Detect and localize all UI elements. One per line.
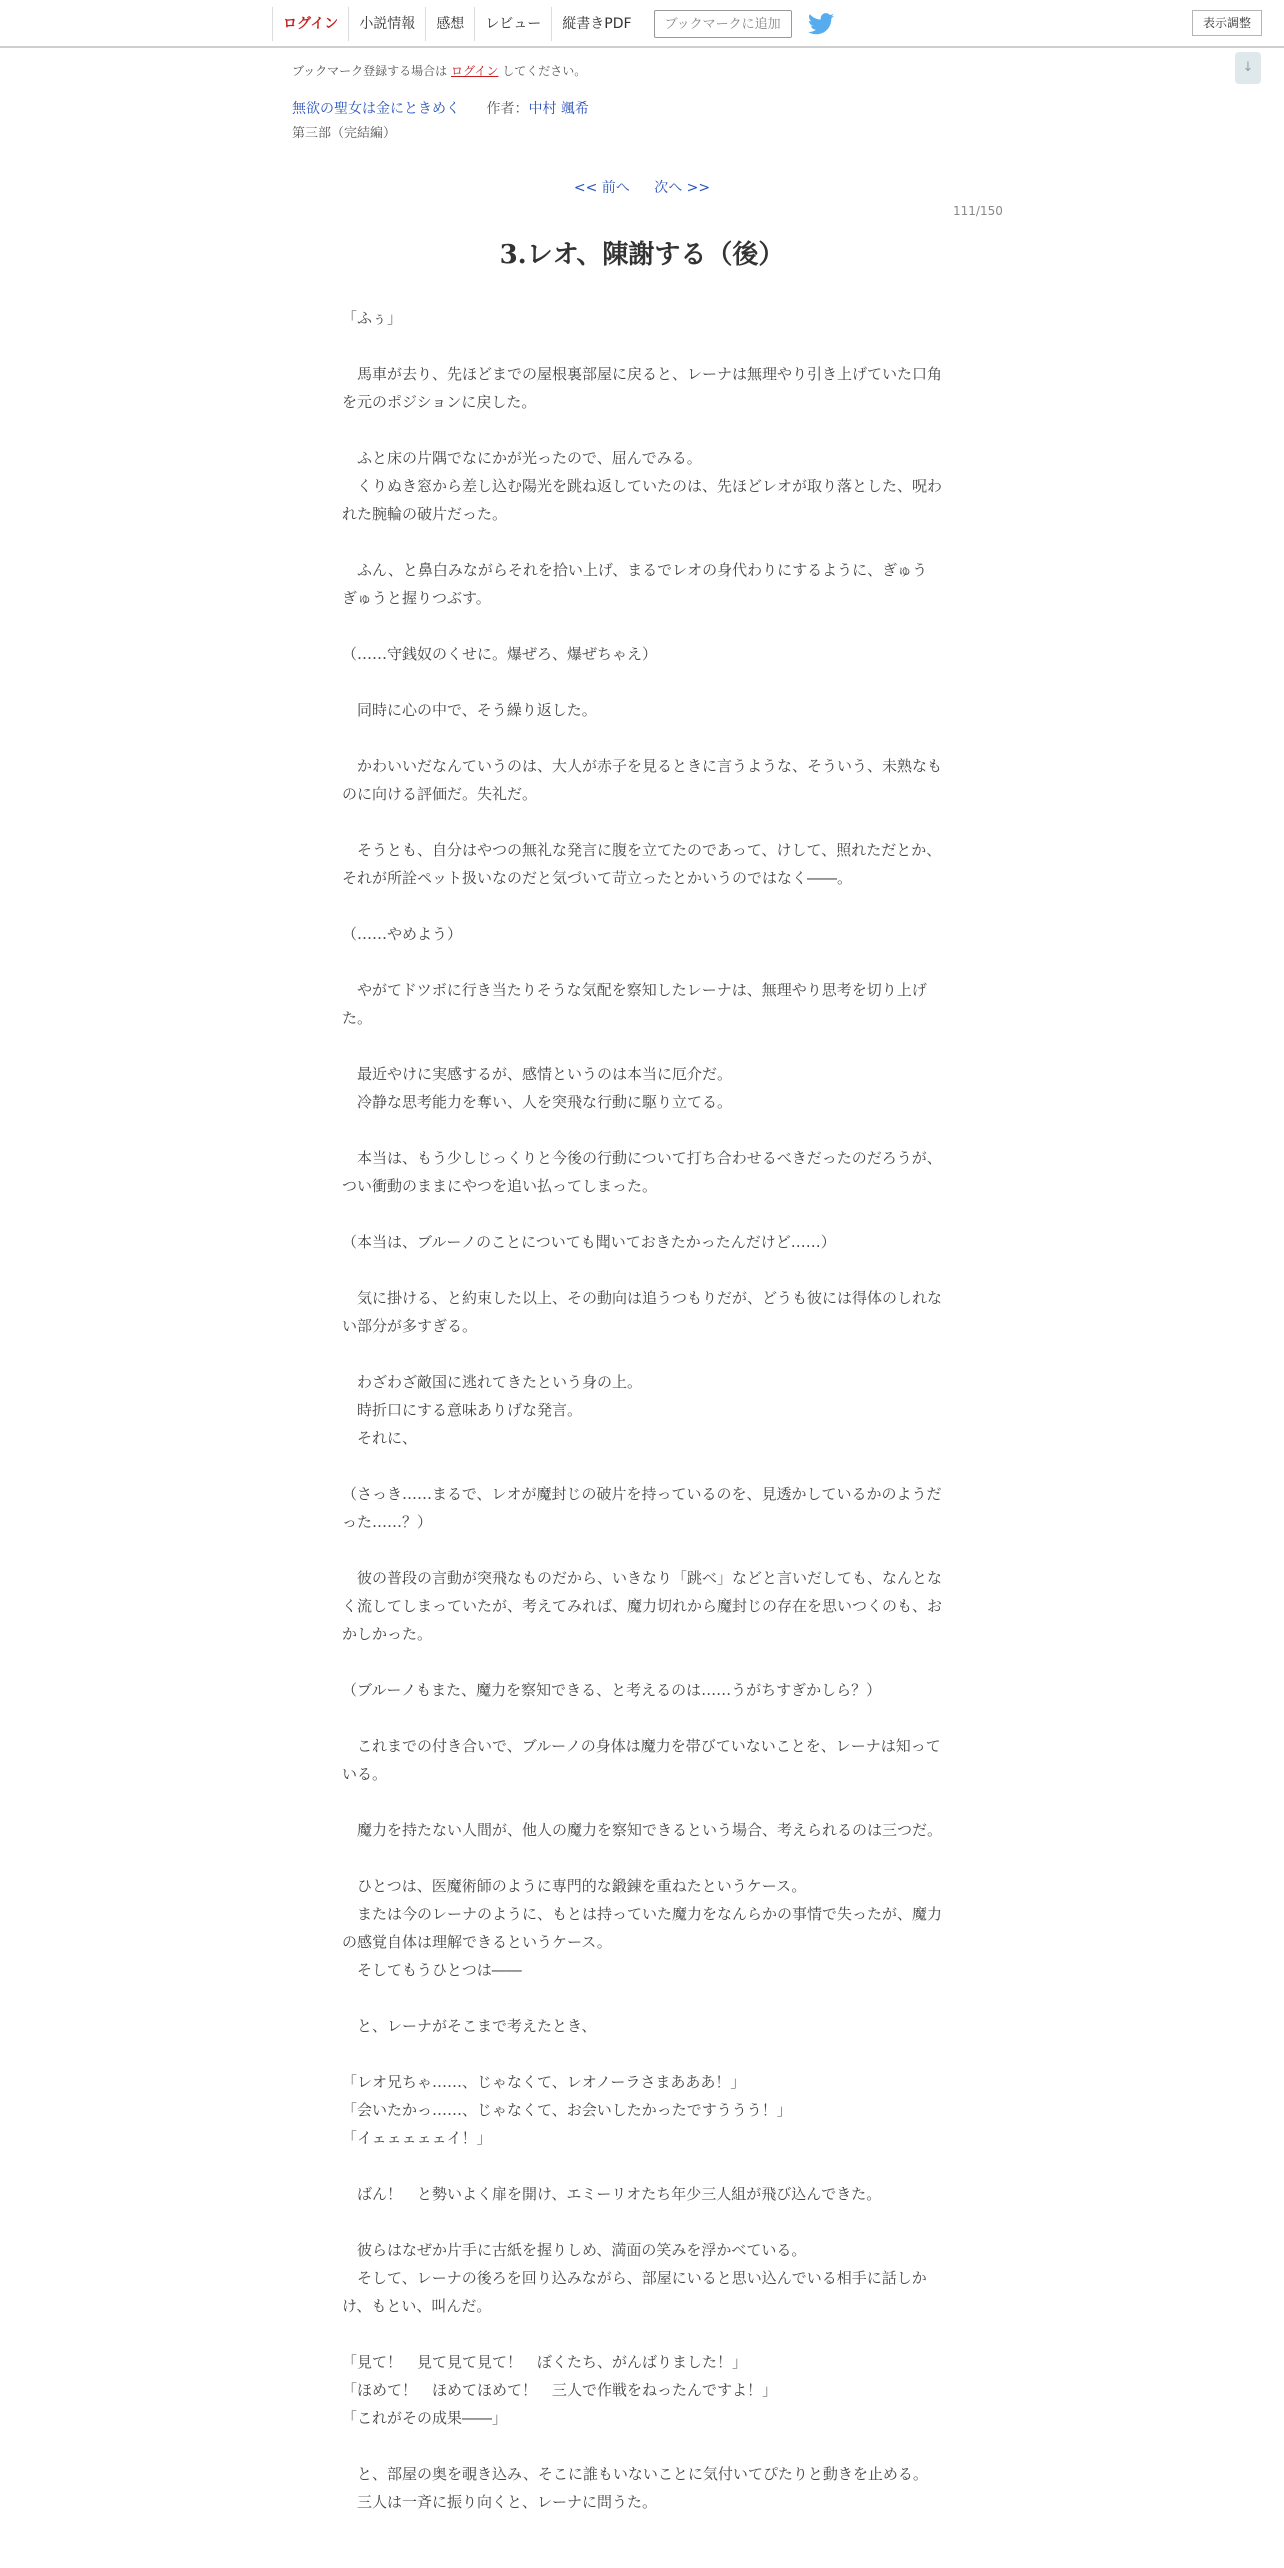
- paragraph-gap: [342, 528, 942, 556]
- paragraph: そして、レーナの後ろを回り込みながら、部屋にいると思い込んでいる相手に話しかけ、もとい、叫んだ。: [342, 2269, 927, 2315]
- episode-title: 3.レオ、陳謝する（後）: [499, 240, 785, 270]
- paragraph-gap: [342, 2432, 942, 2460]
- paragraph: やがてドツボに行き当たりそうな気配を察知したレーナは、無理やり思考を切り上げた。: [342, 981, 927, 1027]
- paragraph: 彼らはなぜか片手に古紙を握りしめ、満面の笑みを浮かべている。: [342, 2241, 807, 2259]
- paragraph: ばん！ と勢いよく扉を開け、エミーリオたち年少三人組が飛び込んできた。: [342, 2185, 882, 2203]
- paragraph-gap: [342, 1844, 942, 1872]
- nav-impressions[interactable]: 感想: [425, 7, 474, 41]
- add-bookmark-button[interactable]: ブックマークに追加: [654, 10, 792, 38]
- paragraph: わざわざ敵国に逃れてきたという身の上。: [342, 1373, 643, 1391]
- paragraph: 冷静な思考能力を奪い、人を突飛な行動に駆り立てる。: [342, 1093, 733, 1111]
- paragraph-gap: [342, 808, 942, 836]
- paragraph-gap: [342, 668, 942, 696]
- paragraph-gap: [342, 892, 942, 920]
- chapter-label: 第三部（完結編）: [292, 126, 397, 141]
- page-count: 111/150: [953, 204, 1003, 218]
- paragraph-gap: [342, 724, 942, 752]
- paragraph: そしてもうひとつは――: [342, 1961, 522, 1979]
- paragraph: と、レーナがそこまで考えたとき、: [342, 2017, 597, 2035]
- bookmark-login-link[interactable]: ログイン: [451, 64, 499, 78]
- display-settings-button[interactable]: 表示調整: [1192, 10, 1262, 36]
- paragraph: これまでの付き合いで、ブルーノの身体は魔力を帯びていないことを、レーナは知っている。: [342, 1737, 941, 1783]
- paragraph-gap: [342, 948, 942, 976]
- scroll-down-button[interactable]: ↓: [1235, 52, 1261, 84]
- paragraph: 気に掛ける、と約束した以上、その動向は追うつもりだが、どうも彼には得体のしれない部分が多すぎる。: [342, 1289, 943, 1335]
- paragraph-gap: [342, 1788, 942, 1816]
- paragraph-gap: [342, 2152, 942, 2180]
- paragraph: 「会いたかっ……、じゃなくて、お会いしたかったですううう！」: [342, 2101, 792, 2119]
- paragraph: 「イェェェェェイ！」: [342, 2129, 492, 2147]
- next-page-link[interactable]: 次へ >>: [654, 180, 711, 196]
- nav-novel-info[interactable]: 小説情報: [348, 7, 425, 41]
- top-header: [0, 0, 1284, 48]
- paragraph: 魔力を持たない人間が、他人の魔力を察知できるという場合、考えられるのは三つだ。: [342, 1821, 943, 1839]
- paragraph-gap: [342, 2320, 942, 2348]
- paragraph-gap: [342, 1340, 942, 1368]
- nav-vertical-pdf[interactable]: 縦書きPDF: [551, 7, 641, 41]
- nav-review[interactable]: レビュー: [474, 7, 551, 41]
- paragraph: 本当は、もう少しじっくりと今後の行動について打ち合わせるべきだったのだろうが、つい衝動のままにやつを追い払ってしまった。: [342, 1149, 942, 1195]
- paragraph-gap: [342, 1452, 942, 1480]
- bookmark-note-after: してください。: [502, 64, 587, 78]
- paragraph: 三人は一斉に振り向くと、レーナに問うた。: [342, 2493, 658, 2511]
- episode-body: [342, 304, 942, 2516]
- paragraph-gap: [342, 1256, 942, 1284]
- paragraph: 「ふぅ」: [342, 309, 403, 327]
- nav-login[interactable]: ログイン: [272, 7, 348, 41]
- pager: [0, 177, 1284, 197]
- paragraph: または今のレーナのように、もとは持っていた魔力をなんらかの事情で失ったが、魔力の感覚自体は理解できるというケース。: [342, 1905, 943, 1951]
- paragraph: ひとつは、医魔術師のように専門的な鍛錬を重ねたというケース。: [342, 1877, 807, 1895]
- paragraph: そうとも、自分はやつの無礼な発言に腹を立てたのであって、けして、照れただとか、それが所詮ペット扱いなのだと気づいて苛立ったとかいうのではなく――。: [342, 841, 942, 887]
- paragraph: 最近やけに実感するが、感情というのは本当に厄介だ。: [342, 1065, 733, 1083]
- paragraph: （さっき……まるで、レオが魔封じの破片を持っているのを、見透かしているかのようだった……？）: [342, 1485, 942, 1531]
- paragraph: 「これがその成果――」: [342, 2409, 508, 2427]
- paragraph-gap: [342, 612, 942, 640]
- author-label: 作者：: [486, 101, 529, 117]
- paragraph-gap: [342, 1984, 942, 2012]
- prev-page-link[interactable]: << 前へ: [573, 180, 630, 196]
- twitter-icon[interactable]: [808, 13, 834, 35]
- paragraph-gap: [342, 2208, 942, 2236]
- paragraph-gap: [342, 1200, 942, 1228]
- paragraph: 「レオ兄ちゃ……、じゃなくて、レオノーラさまあああ！」: [342, 2073, 746, 2091]
- paragraph: くりぬき窓から差し込む陽光を跳ね返していたのは、先ほどレオが取り落とした、呪われた腕輪の破片だった。: [342, 477, 943, 523]
- top-nav: [272, 7, 834, 41]
- paragraph-gap: [342, 2040, 942, 2068]
- paragraph: 馬車が去り、先ほどまでの屋根裏部屋に戻ると、レーナは無理やり引き上げていた口角を元のポジションに戻した。: [342, 365, 943, 411]
- series-info: [292, 98, 589, 118]
- paragraph: （……守銭奴のくせに。爆ぜろ、爆ぜちゃえ）: [342, 645, 658, 663]
- paragraph: （ブルーノもまた、魔力を察知できる、と考えるのは……うがちすぎかしら？）: [342, 1681, 882, 1699]
- paragraph-gap: [342, 1704, 942, 1732]
- paragraph: ふん、と鼻白みながらそれを拾い上げ、まるでレオの身代わりにするように、ぎゅうぎゅうと握りつぶす。: [342, 561, 928, 607]
- paragraph: それに、: [342, 1429, 418, 1447]
- paragraph-gap: [342, 1032, 942, 1060]
- paragraph: と、部屋の奥を覗き込み、そこに誰もいないことに気付いてぴたりと動きを止める。: [342, 2465, 928, 2483]
- bookmark-login-note: [292, 62, 586, 79]
- paragraph-gap: [342, 1536, 942, 1564]
- paragraph: ふと床の片隅でなにかが光ったので、屈んでみる。: [342, 449, 702, 467]
- paragraph: 時折口にする意味ありげな発言。: [342, 1401, 583, 1419]
- paragraph: 彼の普段の言動が突飛なものだから、いきなり「跳べ」などと言いだしても、なんとなく流してしまっていたが、考えてみれば、魔力切れから魔封じの存在を思いつくのも、おかしかった。: [342, 1569, 943, 1643]
- paragraph-gap: [342, 416, 942, 444]
- paragraph: 同時に心の中で、そう繰り返した。: [342, 701, 597, 719]
- paragraph: かわいいだなんていうのは、大人が赤子を見るときに言うような、そういう、未熟なものに向ける評価だ。失礼だ。: [342, 757, 943, 803]
- paragraph: 「見て！ 見て見て見て！ ぼくたち、がんばりました！」: [342, 2353, 748, 2371]
- paragraph-gap: [342, 1648, 942, 1676]
- bookmark-note-before: ブックマーク登録する場合は: [292, 64, 448, 78]
- paragraph-gap: [342, 1116, 942, 1144]
- paragraph: 「ほめて！ ほめてほめて！ 三人で作戦をねったんですよ！」: [342, 2381, 778, 2399]
- series-title-link[interactable]: 無欲の聖女は金にときめく: [292, 101, 460, 117]
- paragraph-gap: [342, 332, 942, 360]
- author-link[interactable]: 中村 颯希: [528, 101, 589, 117]
- paragraph: （……やめよう）: [342, 925, 463, 943]
- paragraph: （本当は、ブルーノのことについても聞いておきたかったんだけど……）: [342, 1233, 836, 1251]
